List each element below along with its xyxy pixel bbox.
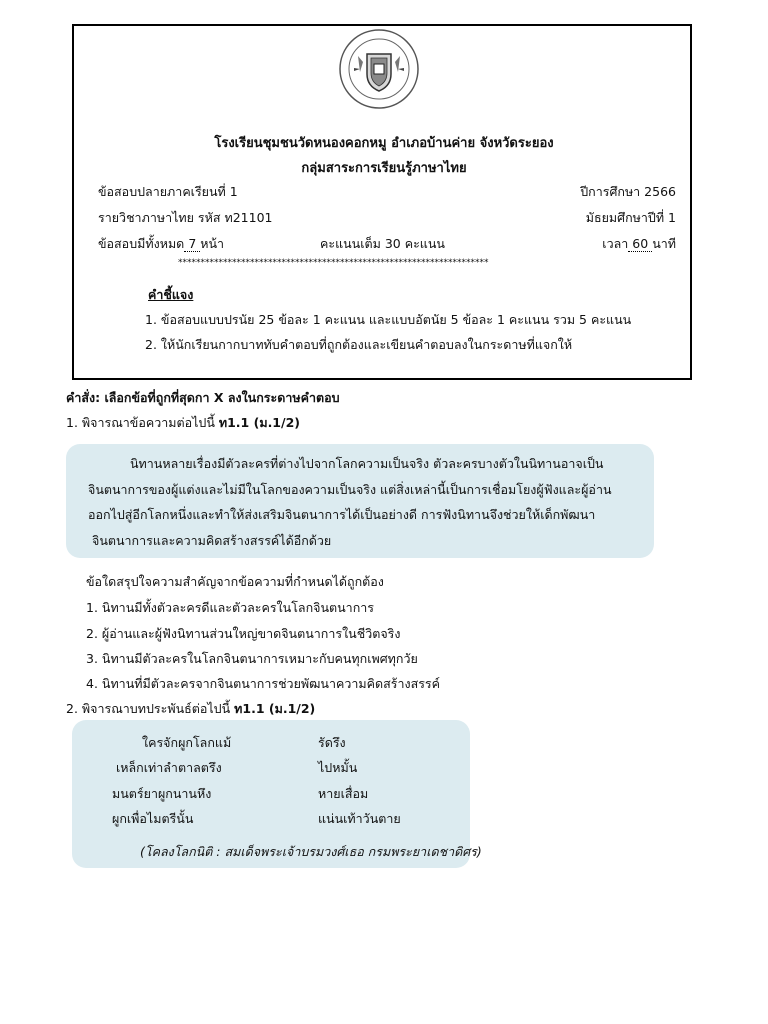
grade-level: มัธยมศึกษาปีที่ 1	[585, 210, 676, 225]
poem-line-left: เหล็กเท่าลำตาลตรึง	[116, 760, 222, 775]
poem-line-left: ผูกเพื่อไมตรีนั้น	[112, 811, 194, 826]
page-count	[98, 234, 224, 254]
question-2-text: 2. พิจารณาบทประพันธ์ต่อไปนี้	[66, 701, 235, 716]
answer-option[interactable]: 4. นิทานที่มีตัวละครจากจินตนาการช่วยพัฒนาความคิดสร้างสรรค์	[86, 676, 441, 691]
answer-option[interactable]: 2. ผู้อ่านและผู้ฟังนิทานส่วนใหญ่ขาดจินตนาการในชีวิตจริง	[86, 626, 401, 641]
question-2-code: ท1.1 (ม.1/2)	[234, 701, 316, 716]
poem-line-left: มนตร์ยาผูกนานหึง	[112, 786, 212, 801]
exam-time	[602, 234, 676, 254]
poem-line-right: หายเสื่อม	[318, 786, 369, 801]
page-count-prefix: ข้อสอบมีทั้งหมด	[98, 236, 185, 251]
answer-option[interactable]: 3. นิทานมีตัวละครในโลกจินตนาการเหมาะกับคนทุกเพศทุกวัย	[86, 651, 418, 666]
question-2-prompt	[66, 699, 315, 719]
question-1-question: ข้อใดสรุปใจความสำคัญจากข้อความที่กำหนดได้ถูกต้อง	[86, 574, 384, 589]
exam-type: ข้อสอบปลายภาคเรียนที่ 1	[98, 184, 238, 199]
passage-line: จินตนาการของผู้แต่งและไม่มีในโลกของความเป็นจริง แต่สิ่งเหล่านี้เป็นการเชื่อมโยงผู้ฟังและผู้อ่าน	[88, 482, 612, 497]
poem-line-right: แน่นเท้าวันตาย	[318, 811, 401, 826]
question-1-text: 1. พิจารณาข้อความต่อไปนี้	[66, 415, 219, 430]
exam-time-suffix: นาที	[652, 236, 676, 251]
full-score: คะแนนเต็ม 30 คะแนน	[320, 236, 445, 251]
academic-year: ปีการศึกษา 2566	[580, 184, 676, 199]
instruction-2: 2. ให้นักเรียนกากบาททับคำตอบที่ถูกต้องและเขียนคำตอบลงในกระดาษที่แจกให้	[145, 337, 573, 352]
page-count-value: 7	[184, 236, 200, 252]
passage-line: ออกไปสู่อีกโลกหนึ่งและทำให้ส่งเสริมจินตนาการได้เป็นอย่างดี การฟังนิทานจึงช่วยให้เด็กพัฒนา	[88, 507, 596, 522]
passage-line: จินตนาการและความคิดสร้างสรรค์ได้อีกด้วย	[92, 533, 332, 548]
poem-source: (โคลงโลกนิติ : สมเด็จพระเจ้าบรมวงศ์เธอ กรมพระยาเดชาดิศร)	[140, 844, 482, 859]
poem-line-right: รัดรึง	[318, 735, 346, 750]
poem-line-left: ใครจักผูกโลกแม้	[142, 735, 232, 750]
exam-time-prefix: เวลา	[602, 236, 629, 251]
answer-option[interactable]: 1. นิทานมีทั้งตัวละครดีและตัวละครในโลกจินตนาการ	[86, 600, 374, 615]
exam-directive: คำสั่ง: เลือกข้อที่ถูกที่สุดกา X ลงในกระดาษคำตอบ	[66, 390, 340, 405]
exam-time-value: 60	[628, 236, 652, 252]
poem-line-right: ไปหมั้น	[318, 760, 358, 775]
school-name: โรงเรียนชุมชนวัดหนองคอกหมู อำเภอบ้านค่าย จังหวัดระยอง	[214, 136, 554, 151]
instruction-1: 1. ข้อสอบแบบปรนัย 25 ข้อละ 1 คะแนน และแบบอัตนัย 5 ข้อละ 1 คะแนน รวม 5 คะแนน	[145, 312, 632, 327]
star-divider: *********************************************************************	[178, 258, 489, 268]
question-1-prompt	[66, 413, 300, 433]
department-name: กลุ่มสาระการเรียนรู้ภาษาไทย	[301, 161, 467, 176]
school-logo	[338, 28, 420, 110]
question-1-code: ท1.1 (ม.1/2)	[218, 415, 300, 430]
page-count-suffix: หน้า	[200, 236, 225, 251]
instructions-title: คำชี้แจง	[148, 287, 194, 302]
passage-line: นิทานหลายเรื่องมีตัวละครที่ต่างไปจากโลกความเป็นจริง ตัวละครบางตัวในนิทานอาจเป็น	[130, 456, 604, 471]
subject-code: รายวิชาภาษาไทย รหัส ท21101	[98, 210, 273, 225]
